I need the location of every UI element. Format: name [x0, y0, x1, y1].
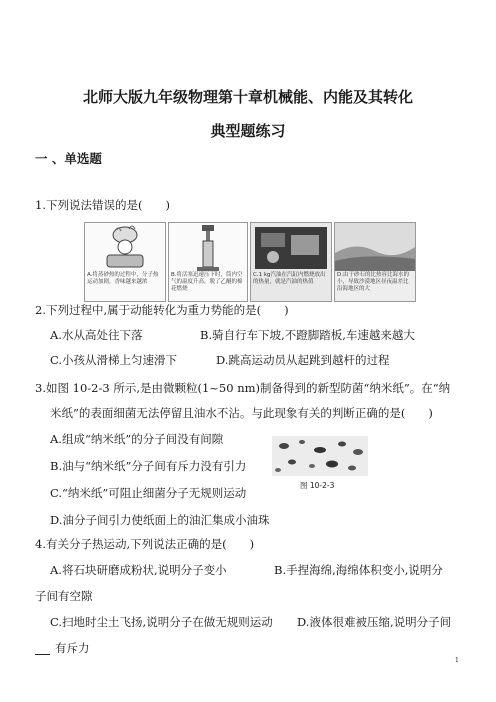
q3-option-d: D.油分子间引力使纸面上的油汇集成小油珠	[50, 513, 270, 527]
q2-option-a: A.水从高处往下落	[50, 328, 143, 342]
q1-figure-strip	[84, 222, 416, 302]
q3-option-b: B.油与“纳米纸”分子间有斥力没有引力	[50, 459, 247, 473]
figure-label: 图 10-2-3	[300, 481, 335, 490]
desert-landscape-icon	[335, 223, 415, 271]
q1-caption-d: D.由于砂石的比热容比海水的小，导致沙漠地区昼夜温差比沿海地区的大	[337, 272, 409, 292]
cooking-illustration-icon	[85, 223, 165, 271]
q4-option-d-continued: 有斥力	[55, 641, 90, 655]
doc-title: 北师大版九年级物理第十章机械能、内能及其转化	[82, 88, 413, 106]
q1-image-d	[334, 222, 416, 302]
q1-caption-c: C.1 kg汽油在汽缸内燃烧放出的热量，就是汽油的热值	[253, 272, 326, 285]
q4-option-a: A.将石块研磨成粉状,说明分子变小	[50, 563, 227, 577]
q4-option-c: C.扫地时尘土飞扬,说明分子在做无规则运动	[50, 615, 273, 629]
q3-stem-line1: 3.如图 10-2-3 所示,是由微颗粒(1~50 nm)制备得到的新型防菌“纳米纸”。在“纳	[35, 381, 451, 395]
q2-option-c: C.小孩从滑梯上匀速滑下	[50, 353, 178, 367]
q1-caption-b: B.将活塞迅速压下时，筒内空气的温度升高，脱了乙醚的棉花燃烧	[171, 272, 243, 292]
q2-stem: 2.下列过程中,属于动能转化为重力势能的是( )	[35, 303, 289, 317]
q1-image-b	[168, 222, 248, 302]
nano-paper-figure	[272, 436, 368, 476]
q4-option-d: D.液体很难被压缩,说明分子间	[297, 615, 452, 629]
q4-stem: 4.有关分子热运动,下列说法正确的是( )	[35, 537, 255, 551]
q2-option-b: B.骑自行车下坡,不蹬脚踏板,车速越来越大	[200, 328, 415, 342]
footnote-rule	[35, 654, 50, 655]
q3-stem-line2: 米纸”的表面细菌无法停留且油水不沾。与此现象有关的判断正确的是( )	[50, 406, 433, 420]
q1-stem: 1.下列说法错误的是( )	[35, 198, 170, 212]
q4-option-b-continued: 子间有空隙	[35, 589, 93, 603]
section-heading: 一 、单选题	[35, 151, 102, 166]
pump-cylinder-icon	[169, 223, 247, 271]
q3-option-c: C.“纳米纸”可阻止细菌分子无规则运动	[50, 486, 247, 500]
page-number: 1	[455, 657, 459, 664]
q2-option-d: D.跳高运动员从起跳到越杆的过程	[216, 353, 390, 367]
engine-photo-icon	[251, 223, 331, 271]
doc-subtitle: 典型题练习	[210, 122, 286, 140]
q1-image-a	[84, 222, 166, 302]
q3-option-a: A.组成“纳米纸”的分子间没有间隙	[50, 432, 224, 446]
q1-caption-a: A.将蒸砂热的过程中，分子热运动加剧，香味越来越浓	[87, 272, 159, 285]
water-droplets-icon	[272, 436, 368, 476]
q4-option-b: B.手捏海绵,海绵体积变小,说明分	[274, 563, 443, 577]
q1-image-c	[250, 222, 332, 302]
